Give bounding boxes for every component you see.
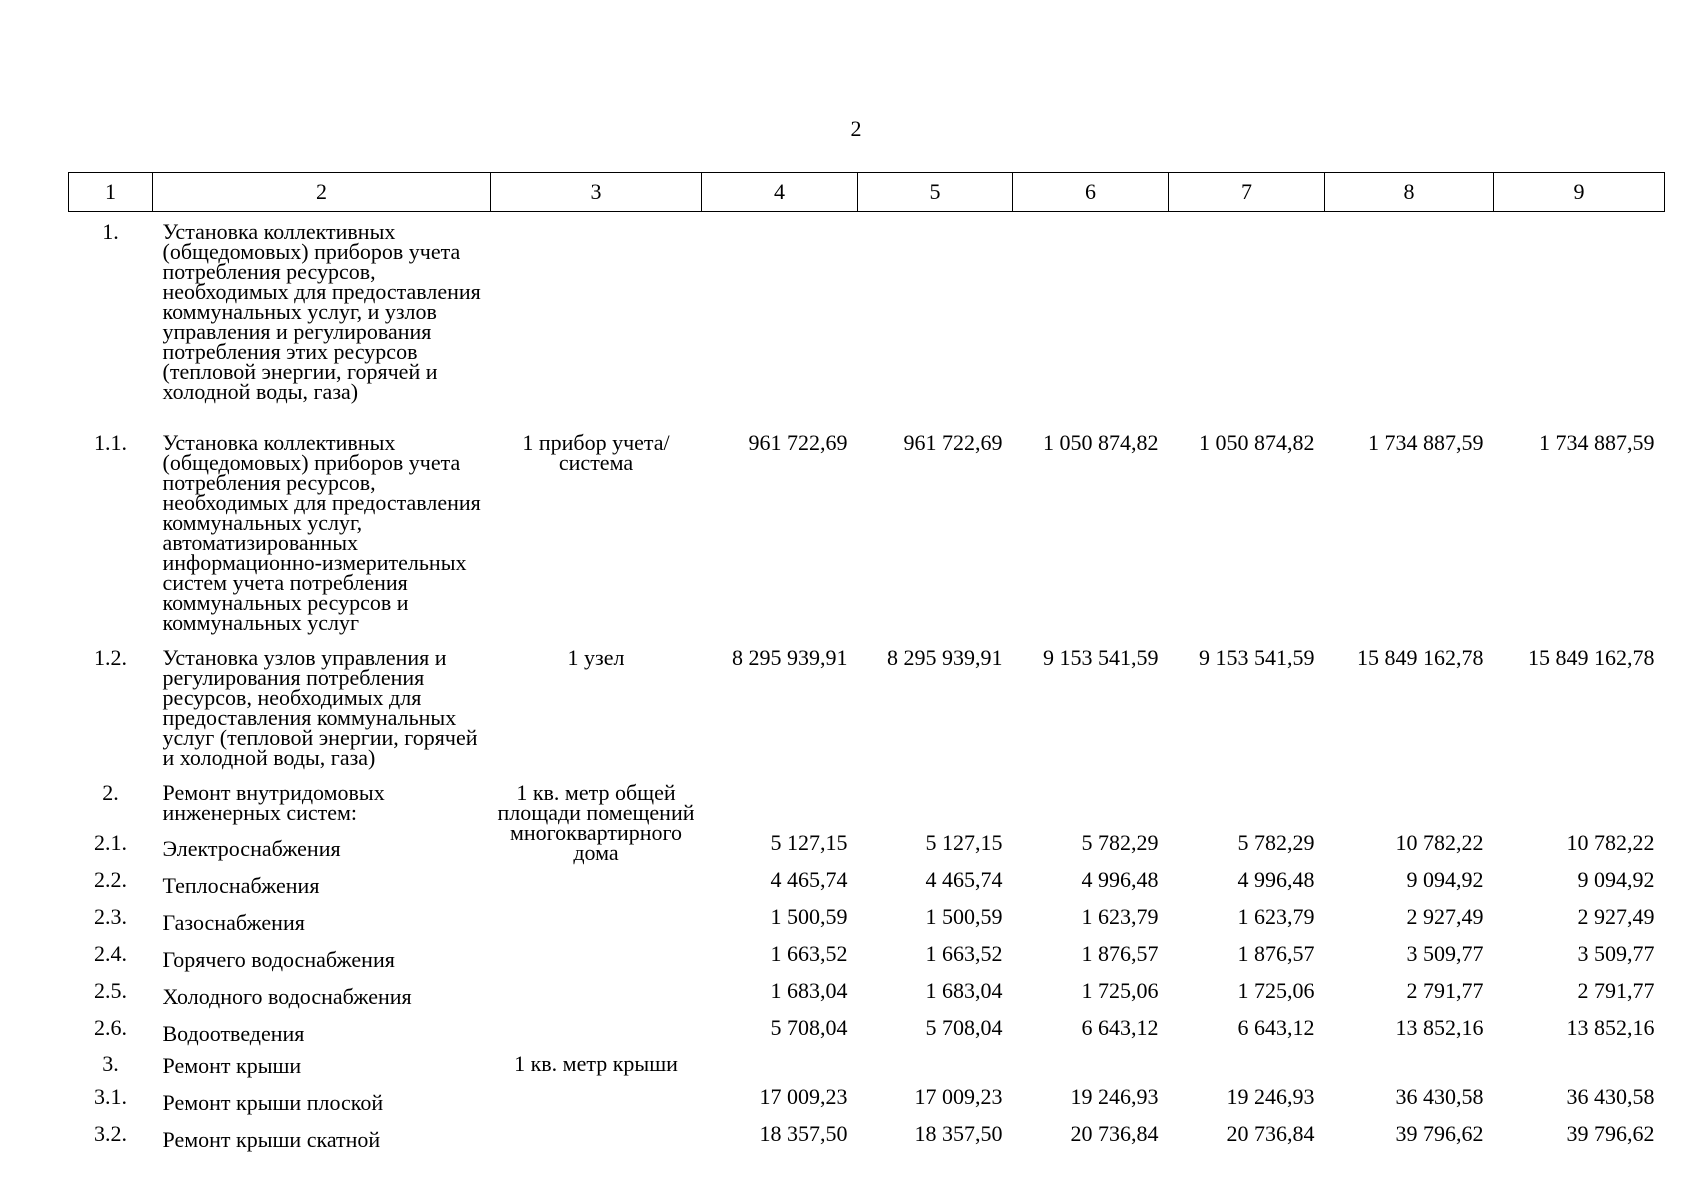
row-value: 1 050 874,82 <box>1199 429 1315 455</box>
row-name: Электроснабжения <box>162 835 341 861</box>
row-value: 5 708,04 <box>770 1014 848 1040</box>
row-value: 1 876,57 <box>1081 940 1159 966</box>
page-number: 2 <box>850 116 862 141</box>
row-name: Ремонт крыши <box>162 1052 302 1078</box>
row-value: 2 927,49 <box>1406 903 1484 929</box>
table-row <box>69 1050 1665 1082</box>
row-value <box>1169 779 1325 828</box>
row-value <box>858 779 1013 828</box>
row-number: 1.1. <box>94 429 127 455</box>
row-value <box>858 1050 1013 1082</box>
row-name: Установка коллективных (общедомовых) приборов учета потребления ресурсов, необходимых для предоставления коммунальных услуг, и узлов управления и регулирования потребления этих ресурсов (тепловой энергии, горячей и холодной воды, газа) <box>162 219 481 404</box>
row-value: 5 127,15 <box>925 829 1003 855</box>
row-value: 1 725,06 <box>1237 977 1315 1003</box>
row-value: 1 876,57 <box>1237 940 1315 966</box>
column-header: 4 <box>702 173 858 212</box>
row-value: 1 734 887,59 <box>1368 429 1484 455</box>
row-value: 1 623,79 <box>1237 903 1315 929</box>
row-value: 4 996,48 <box>1081 866 1159 892</box>
row-value: 1 734 887,59 <box>1539 429 1655 455</box>
column-header: 5 <box>858 173 1013 212</box>
row-value: 39 796,62 <box>1395 1120 1484 1146</box>
row-value: 15 849 162,78 <box>1357 644 1484 670</box>
row-value: 6 643,12 <box>1081 1014 1159 1040</box>
row-value: 1 500,59 <box>925 903 1003 929</box>
row-value: 1 683,04 <box>925 977 1003 1003</box>
row-number: 3.1. <box>94 1083 127 1109</box>
row-name: Ремонт крыши плоской <box>162 1089 384 1115</box>
row-name: Водоотведения <box>162 1020 305 1046</box>
row-value <box>702 212 858 429</box>
row-number: 2.2. <box>94 866 127 892</box>
row-number: 1. <box>102 219 119 244</box>
tariff-table <box>68 172 1665 1156</box>
row-value: 1 683,04 <box>770 977 848 1003</box>
row-number: 2.4. <box>94 940 127 966</box>
table-row <box>69 644 1665 779</box>
row-unit <box>491 1082 702 1119</box>
row-value: 9 153 541,59 <box>1199 644 1315 670</box>
row-value: 13 852,16 <box>1566 1014 1655 1040</box>
column-header: 2 <box>153 173 491 212</box>
row-value: 2 791,77 <box>1577 977 1655 1003</box>
row-value: 1 663,52 <box>770 940 848 966</box>
table-row <box>69 1082 1665 1119</box>
row-value: 36 430,58 <box>1566 1083 1655 1109</box>
column-header: 1 <box>69 173 153 212</box>
row-value: 3 509,77 <box>1577 940 1655 966</box>
row-value <box>1013 779 1169 828</box>
row-name: Установка коллективных (общедомовых) приборов учета потребления ресурсов, необходимых для предоставления коммунальных услуг, автоматизированных информационно-измерительных систем учета потребления коммунальных ресурсов и коммунальных услуг <box>162 429 481 635</box>
row-value <box>1169 212 1325 429</box>
row-value: 10 782,22 <box>1566 829 1655 855</box>
row-value <box>858 212 1013 429</box>
row-number: 2. <box>102 779 119 805</box>
row-value: 39 796,62 <box>1566 1120 1655 1146</box>
row-value: 961 722,69 <box>748 429 848 455</box>
row-value: 9 094,92 <box>1406 866 1484 892</box>
row-value: 6 643,12 <box>1237 1014 1315 1040</box>
row-value: 1 623,79 <box>1081 903 1159 929</box>
row-value: 36 430,58 <box>1395 1083 1484 1109</box>
row-value: 9 094,92 <box>1577 866 1655 892</box>
row-unit <box>491 1119 702 1156</box>
row-value: 5 127,15 <box>770 829 848 855</box>
row-value: 1 663,52 <box>925 940 1003 966</box>
row-value <box>1494 212 1665 429</box>
row-value: 5 782,29 <box>1237 829 1315 855</box>
column-header: 8 <box>1325 173 1494 212</box>
row-value <box>1494 1050 1665 1082</box>
row-value <box>1494 779 1665 828</box>
row-value: 18 357,50 <box>759 1120 848 1146</box>
row-value: 19 246,93 <box>1070 1083 1159 1109</box>
row-value: 20 736,84 <box>1070 1120 1159 1146</box>
column-header: 7 <box>1169 173 1325 212</box>
row-value: 10 782,22 <box>1395 829 1484 855</box>
row-value <box>1013 212 1169 429</box>
row-value: 1 725,06 <box>1081 977 1159 1003</box>
row-unit: 1 узел <box>567 644 625 670</box>
row-value: 15 849 162,78 <box>1528 644 1655 670</box>
table-row <box>69 212 1665 429</box>
row-number: 2.6. <box>94 1014 127 1040</box>
column-header: 6 <box>1013 173 1169 212</box>
row-value: 17 009,23 <box>759 1083 848 1109</box>
row-value: 1 050 874,82 <box>1043 429 1159 455</box>
row-value: 3 509,77 <box>1406 940 1484 966</box>
column-header: 9 <box>1494 173 1665 212</box>
row-value <box>1013 1050 1169 1082</box>
table-row <box>69 828 1665 865</box>
row-unit <box>491 212 702 429</box>
row-name: Ремонт крыши скатной <box>162 1126 381 1152</box>
row-value <box>1325 1050 1494 1082</box>
table-row <box>69 1119 1665 1156</box>
row-number: 2.5. <box>94 977 127 1003</box>
row-value: 8 295 939,91 <box>887 644 1003 670</box>
row-value: 4 465,74 <box>925 866 1003 892</box>
row-value: 5 782,29 <box>1081 829 1159 855</box>
row-value: 20 736,84 <box>1226 1120 1315 1146</box>
row-value <box>1325 212 1494 429</box>
table-row <box>69 939 1665 976</box>
row-value: 4 996,48 <box>1237 866 1315 892</box>
row-number: 3. <box>102 1050 119 1076</box>
row-number: 1.2. <box>94 644 127 670</box>
table-row <box>69 976 1665 1013</box>
row-value: 1 500,59 <box>770 903 848 929</box>
row-value <box>702 1050 858 1082</box>
row-unit: 1 кв. метр общей площади помещений многоквартирного дома <box>497 779 695 865</box>
row-value: 2 927,49 <box>1577 903 1655 929</box>
column-header: 3 <box>491 173 702 212</box>
row-value <box>1325 779 1494 828</box>
table-row <box>69 429 1665 644</box>
row-value: 2 791,77 <box>1406 977 1484 1003</box>
row-value <box>702 779 858 828</box>
table-row <box>69 902 1665 939</box>
row-value: 9 153 541,59 <box>1043 644 1159 670</box>
row-value: 8 295 939,91 <box>732 644 848 670</box>
row-name: Холодного водоснабжения <box>162 983 412 1009</box>
row-value <box>1169 1050 1325 1082</box>
row-name: Ремонт внутридомовых инженерных систем: <box>162 779 385 825</box>
row-value: 19 246,93 <box>1226 1083 1315 1109</box>
row-number: 3.2. <box>94 1120 127 1146</box>
row-value: 4 465,74 <box>770 866 848 892</box>
row-name: Теплоснабжения <box>162 872 320 898</box>
row-value: 5 708,04 <box>925 1014 1003 1040</box>
row-unit: 1 прибор учета/ система <box>522 429 670 475</box>
table-row <box>69 779 1665 828</box>
row-value: 961 722,69 <box>903 429 1003 455</box>
row-name: Установка узлов управления и регулирования потребления ресурсов, необходимых для предоставления коммунальных услуг (тепловой энергии, горячей и холодной воды, газа) <box>162 644 478 770</box>
column-number-row <box>69 173 1665 212</box>
row-number: 2.1. <box>94 829 127 855</box>
table-row <box>69 1013 1665 1050</box>
row-number: 2.3. <box>94 903 127 929</box>
row-unit: 1 кв. метр крыши <box>514 1050 678 1076</box>
row-value: 18 357,50 <box>914 1120 1003 1146</box>
row-name: Газоснабжения <box>162 909 305 935</box>
row-value: 17 009,23 <box>914 1083 1003 1109</box>
table-row <box>69 865 1665 902</box>
row-value: 13 852,16 <box>1395 1014 1484 1040</box>
row-name: Горячего водоснабжения <box>162 946 395 972</box>
